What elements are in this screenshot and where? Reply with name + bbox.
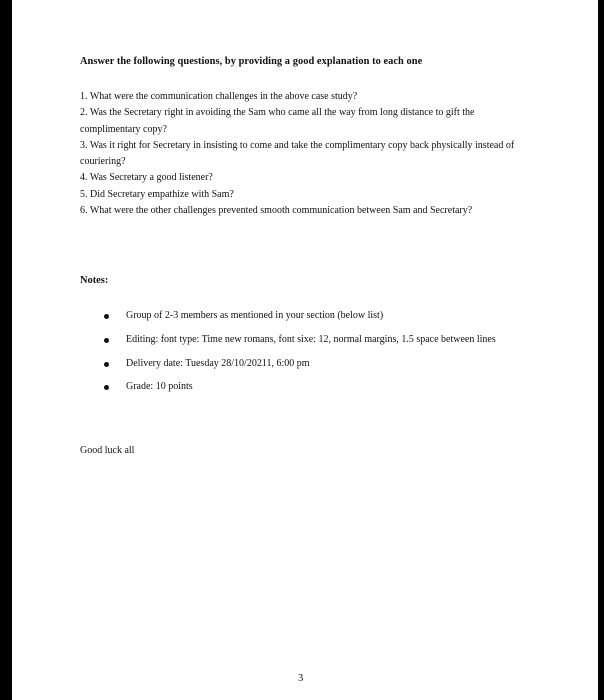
note-text: Grade: 10 points <box>126 381 193 393</box>
note-item <box>104 380 524 395</box>
note-item <box>104 333 524 348</box>
document-page <box>12 0 598 700</box>
question-item: 1. What were the communication challenges in the above case study? <box>80 91 358 102</box>
right-page-edge <box>598 0 604 700</box>
note-item <box>104 357 524 372</box>
bullet-icon <box>104 338 109 343</box>
question-item: 3. Was it right for Secretary in insisting to come and take the complimentary copy back physically instead of couriering? <box>80 139 515 168</box>
question-item: 2. Was the Secretary right in avoiding the Sam who came all the way from long distance to gift the complimentary copy? <box>80 107 475 135</box>
note-text: Delivery date: Tuesday 28/10/20211, 6:00 pm <box>126 357 310 369</box>
question-item: 4. Was Secretary a good listener? <box>80 172 213 184</box>
left-page-edge <box>0 0 12 700</box>
note-text: Editing: font type: Time new romans, font sixe: 12, normal margins, 1.5 space between lines <box>126 333 496 345</box>
bullet-icon <box>104 314 109 319</box>
question-list <box>80 89 525 219</box>
bullet-icon <box>104 362 109 367</box>
page-number: 3 <box>298 673 304 684</box>
notes-list <box>104 309 524 404</box>
note-item <box>104 309 524 324</box>
closing-text: Good luck all <box>80 445 135 456</box>
bullet-icon <box>104 385 109 390</box>
question-item: 6. What were the other challenges prevented smooth communication between Sam and Secretary? <box>80 205 473 217</box>
notes-title: Notes: <box>80 275 109 286</box>
assignment-heading: Answer the following questions, by providing a good explanation to each one <box>80 56 423 67</box>
question-item: 5. Did Secretary empathize with Sam? <box>80 188 234 200</box>
note-text: Group of 2-3 members as mentioned in your section (below list) <box>126 310 384 321</box>
